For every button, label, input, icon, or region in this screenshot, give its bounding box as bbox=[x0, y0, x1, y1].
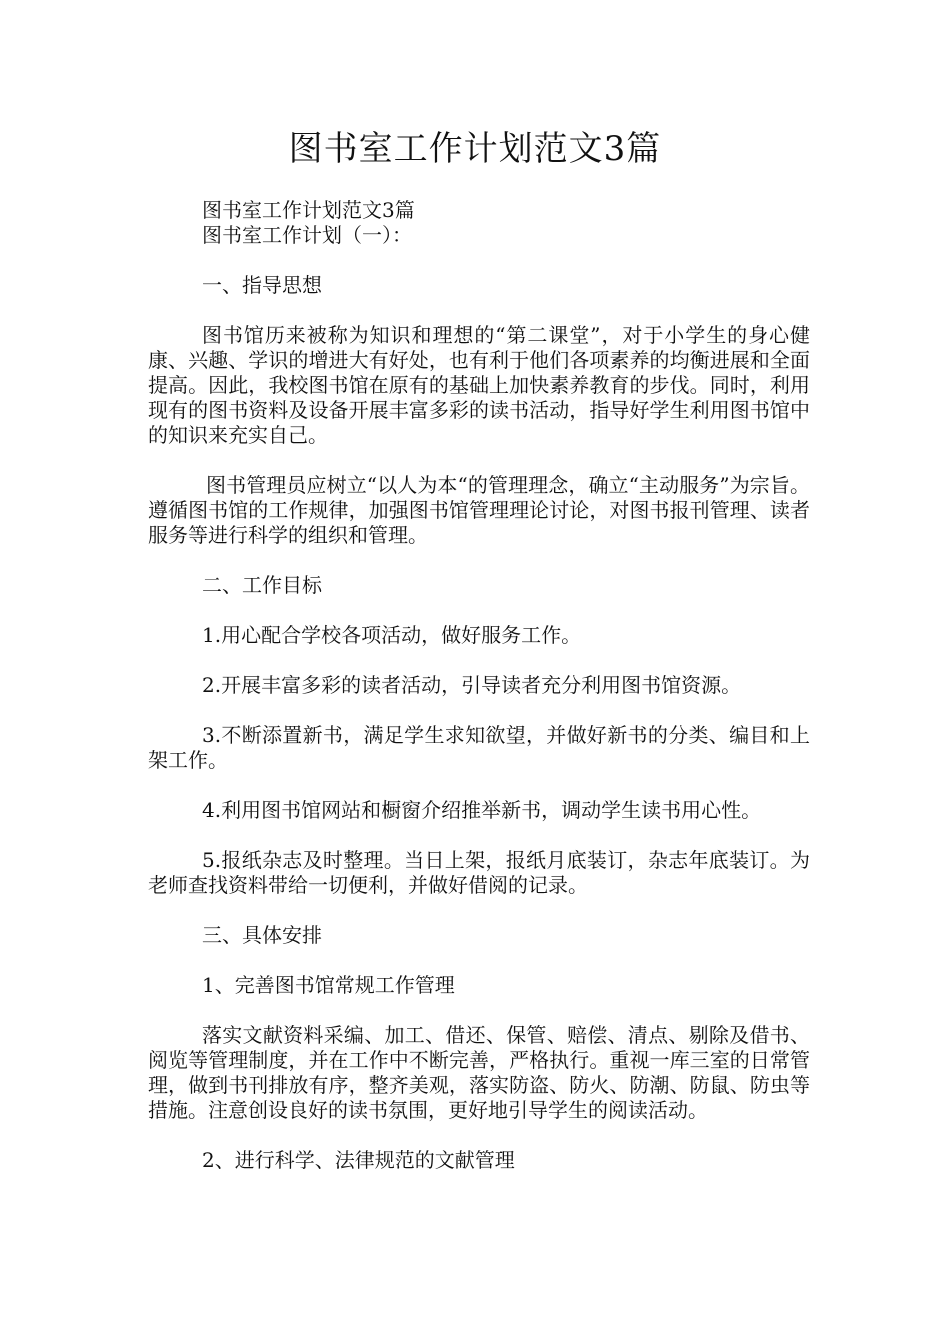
document-body bbox=[148, 198, 810, 1173]
paragraph-library-role: 图书馆历来被称为知识和理想的“第二课堂”，对于小学生的身心健康、兴趣、学识的增进大有好处，也有利于他们各项素养的均衡进展和全面提高。因此，我校图书馆在原有的基础上加快素养教育的步伐。同时，利用现有的图书资料及设备开展丰富多彩的读书活动，指导好学生利用图书馆中的知识来充实自己。 bbox=[148, 323, 810, 447]
goal-item-2: 2.开展丰富多彩的读者活动，引导读者充分利用图书馆资源。 bbox=[202, 673, 742, 697]
section-heading-work-goals: 二、工作目标 bbox=[202, 573, 322, 597]
paragraph-management-concept: 图书管理员应树立“以人为本“的管理理念，确立“主动服务”为宗旨。遵循图书馆的工作规律，加强图书馆管理理论讨论，对图书报刊管理、读者服务等进行科学的组织和管理。 bbox=[148, 473, 810, 547]
subsection-heading-document-management: 2、进行科学、法律规范的文献管理 bbox=[202, 1148, 515, 1172]
document-title: 图书室工作计划范文3篇 bbox=[288, 129, 662, 169]
part-heading: 图书室工作计划（一）： bbox=[202, 223, 412, 247]
section-heading-guiding-thought: 一、指导思想 bbox=[202, 273, 322, 297]
paragraph-routine-management: 落实文献资料采编、加工、借还、保管、赔偿、清点、剔除及借书、阅览等管理制度，并在工作中不断完善，严格执行。重视一库三室的日常管理，做到书刊排放有序，整齐美观，落实防盗、防火、防潮、防鼠、防虫等措施。注意创设良好的读书氛围，更好地引导学生的阅读活动。 bbox=[148, 1023, 810, 1122]
goal-item-5: 5.报纸杂志及时整理。当日上架，报纸月底装订，杂志年底装订。为老师查找资料带给一切便利，并做好借阅的记录。 bbox=[148, 848, 810, 897]
section-heading-arrangements: 三、具体安排 bbox=[202, 923, 322, 947]
subsection-heading-routine-management: 1、完善图书馆常规工作管理 bbox=[202, 973, 455, 997]
goal-item-4: 4.利用图书馆网站和橱窗介绍推举新书，调动学生读书用心性。 bbox=[202, 798, 762, 822]
document-subtitle: 图书室工作计划范文3篇 bbox=[202, 198, 415, 222]
goal-item-3: 3.不断添置新书，满足学生求知欲望，并做好新书的分类、编目和上架工作。 bbox=[148, 723, 810, 772]
goal-item-1: 1.用心配合学校各项活动，做好服务工作。 bbox=[202, 623, 582, 647]
